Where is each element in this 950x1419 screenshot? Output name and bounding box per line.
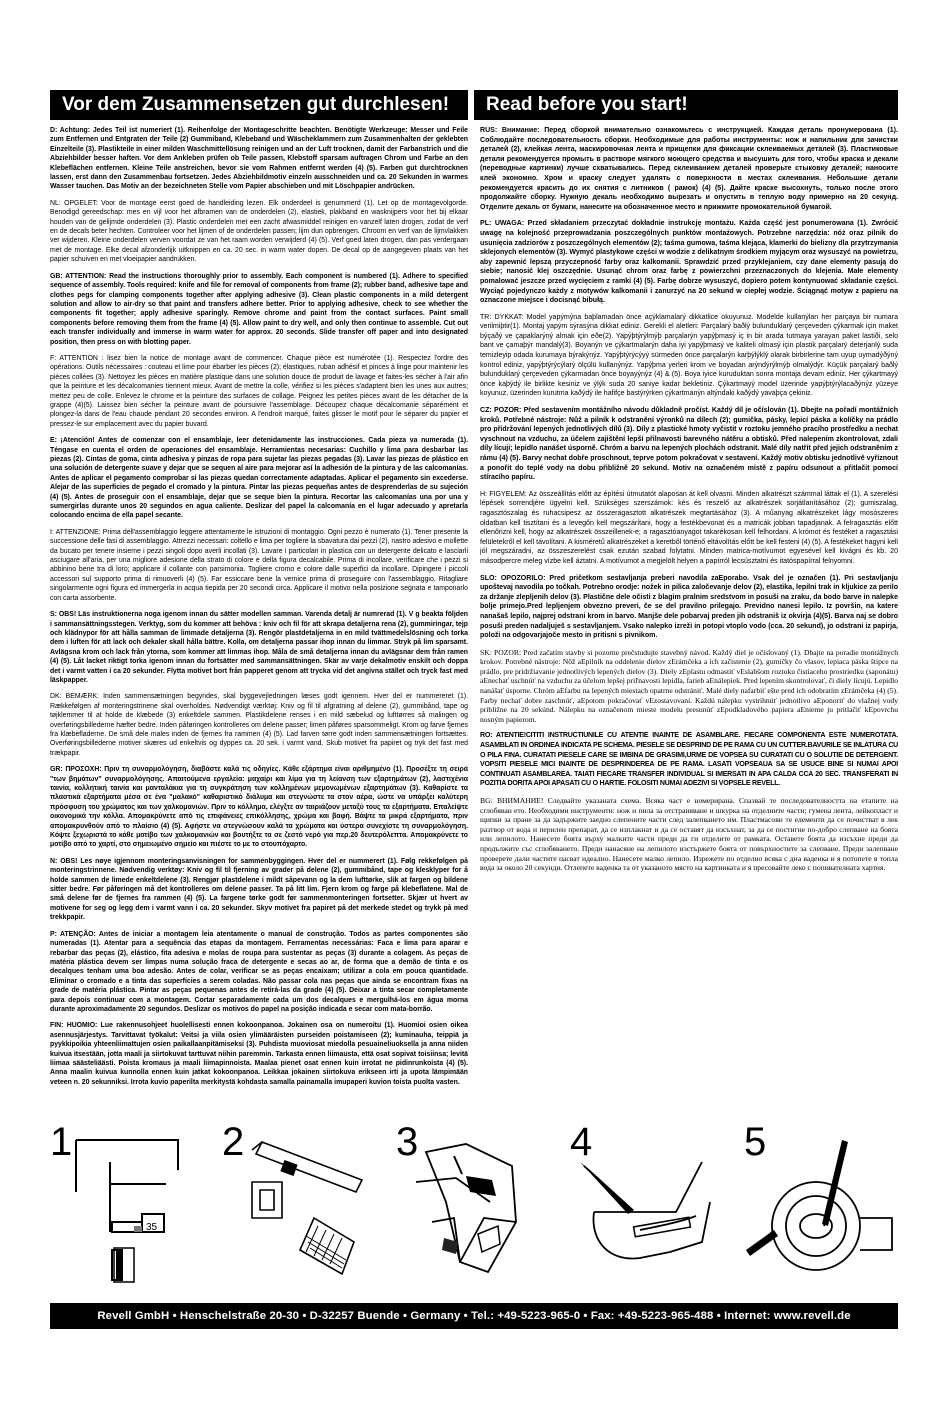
clamped-parts-icon xyxy=(396,1122,546,1292)
step-number: 3 xyxy=(396,1120,419,1164)
instruction-paragraph-gr: GR: ΠΡΟΣΟΧΗ: Πριν τη συναρμολόγηση, διαβάστε καλά τις οδηγίες. Κάθε εξάρτημα είναι αριθμημένο (1). Προσέξτε τη σειρά "των βημάτων" συναρμολόγησης. Απαιτούμενα εργαλεία: μαχαίρι και λίμα για τη λείανση των εξαρτημάτων (2), λαστιχένια ταινία, κολλητική ταινία και μανταλάκια για τη συγκράτηση των κολλημένων μεμονωμένων εξαρτημάτων (3). Καθαρίστε τα πλαστικά εξαρτήματα μέσα σε ένα "μαλακό" καθαριστικό διάλυμα και στεγνώστε τα στον αέρα, ώστε να υπάρξει καλύτερη πρόσφυση του χρώματος και των χαλκομανιών. Πριν το κόλλημα, ελέγξτε αν ταιριάζουν μεταξύ τους τα εξαρτήματα. Επαλείψτε οικονομικά την κόλλα. Απομακρύνετε από τις επιφάνειες επικόλλησης, χρώμα και βαφή. Βάψτε τα μικρά εξαρτήματα, πριν απομακρυνθούν από το πλαίσιο (4) (5). Αφήστε να στεγνώσουν καλά τα χρώματα και ύστερα συνεχίστε τη συναρμολόγηση. Κόψτε ξεχωριστά το κάθε μοτίβο των χαλκομανιών και βουτήξτε τα σε ζεστό νερό για περ.20 δευτερόλεπτα. Απομακρύνετε το μοτίβο από το χαρτί, στο σημειωμένο σημείο και πιέστε το με το στουπόχαρτο. xyxy=(50,766,468,849)
instruction-paragraph-ro: RO: ATENTIE!CITITI INSTRUCTIUNILE CU ATENTIE INAINTE DE ASAMBLARE. FIECARE COMPONENTA ESTE NUMEROTATA. ASAMBLATI IN ORDINEA INDICATA PE SCHEMA. PIESELE SE DESPRIND DE PE RAMA CU UN CUTTER.BAVURILE SE INLATURA CU O PILA FINA. CURATATI PIESELE CARE SE IMBINA DE GRASIMI,URME DE VOPSEA SU CURATATI CU O SOLUTIE DE DETERGENT. VOPSITI PIESELE MICI INAINTE DE DESPRINDEREA DE PE RAMA. LASATI VOPSEAUA SA SE USUCE BINE SI NUMAI APOI CONTINUATI ASAMBLAREA. TAIATI FIECARE TRANSFER INDIVIDUAL SI IMERSATI IN APA CALDA CCA 20 SEC. TRANSFERATI IN POZITIA DORITA APOI APASATI CU O HARTIE. FOLOSITI NUMAI ADEZIVI SI VOPSELE REVELL. xyxy=(480,732,898,788)
step-2 xyxy=(222,1122,372,1292)
sprue-frame-icon xyxy=(50,1122,200,1292)
paint-brush-icon xyxy=(570,1122,720,1292)
instruction-paragraph-tr: TR: DYKKAT: Model yapýmýna baþlamadan önce açýklamalarý dikkatlice okuyunuz. Modelde kullanýlan her parçaya bir numara verilmiþtir(1). Montaj yapým sýrasýna dikkat ediniz. Gerekli el aletleri: Parçalarý baðlý bulunduklarý çerçeveden çýkarmak için maket býçaðý ve çapaklarýný almak için eðe(2). Yapýþtýrýlmýþ parçalarýn yapýþmasý iç in bir arada tutmaya yarayan paket lastiði, selo bant ve çamaþýr mandalý(3). Boyanýn ve çýkartmalarýn daha iyi yapýþmasý ve kaliteli olmasý için plastik parçalarý deterjanlý suda temizleyip odada kurumaya býrakýnýz. Yapýþtýrýcýyý sürmeden önce parçalarýn karþýlýklý olarak birbirlerine tam uyup uymadýðýný kontrol ediniz, yapýþtýrýcýlarý ölçülü kullanýnýz. Yapýþma yerleri krom ve boyadan arýndýrýlmýþ olmalýdýr. Küçük parçalarý baðlý bulunduklarý çerçeveden çýkarmadan önce boyayýnýz (4) & (5). Boya iyice kuruduktan sonra montaja devam ediniz. Her çýkartmayý önce kaþýdý ile birlikte kesiniz ve ýlýk suda 20 saniye kadar bekletiniz. Çýkartmayý model üzerinde yapýþtýrýlacaðýnýz yüzeye koyunuz, üzerinden kurutma kaðýdý ile hafifçe bastýrýrken çýkartmanýn altýndaki kaðýdý yavaþça çekiniz. xyxy=(480,313,898,398)
decal-application-icon xyxy=(744,1122,898,1292)
svg-text:35: 35 xyxy=(146,1222,158,1233)
instruction-paragraph-pt: P: ATENÇÃO: Antes de iniciar a montagem leia atentamente o manual de construção. Todos as partes componentes são numeradas (1). Atentar para a sequência das etapas da montagem. Ferramentas necessárias: Faca e lima para aparar e rebarbar das peças (2), elástico, fita adesiva e molas de roupa para sustentar as peças (3) durante a colagem. As peças de matéria plástica devem ser limpas numa solução fraca de detergente e secas ao ar, de forma que a demão de tinta e os decalques tenham uma boa adesão. Antes de colar, verificar se as peças encaixam; utilizar a cola em pouca quantidade. Eliminar o cromado e a tinta das superfícies a serem coladas. Não passar cola nas peças que ainda se encontram fixas na grade de matéria plástica. Pintar as peças pequenas antes de retirá-las da grade (4) (5). Deixar a tinta secar completamente para depois continuar com a montagem. Cortar separadamente cada um dos decalques e mergulhá-los em água morna durante aproximadamente 20 segundos. Deslizar os motivos do papel na posição indicada e secar com mata-borrão. xyxy=(50,930,468,1013)
instruction-paragraph-slo: SLO: OPOZORILO: Pred pričetkom sestavljanja preberi navodila zaEporabo. Vsak del je označen (1). Pri sestavljanju upoštevaj navodila po točkah. Potrebno orodje: nožek in pilica zaločevanje delov (2), elastika, lepilni trak in kljukice za perilo za držanje zlepljenih delov (3). Plastične dele očisti z blagim pralnim sredstvom in posuši na zraku, da bodo barve in nalepke bolje primejo.Pred lepljenjem obvezno preveri, če se del pravilno prilegajo. Previdno nanesi lepilo. Iz površin, na katere nanašaš lepilo, najprej odstrani krom in barvo. Manjše dele pobarvaj preden jih odstraniš iz okvirja (4)(5). Barva naj se dobro posuši preden nadaljuješ s sestavljanjem. Vsako nalepko izreži in potopi vtoplo vodo (cca. 20 sekund), jo odstrani iz papirja, položi na odgovarjajoče mesto in pritisni s pivnikom. xyxy=(480,574,898,640)
instruction-paragraph-hu: H: FIGYELEM: Az összeállítás előtt az építési útmutatót alaposan át kell olvasni. Minden alkatrészt számmal láttak el (1). A szerelési lépések sorrendjére ügyelni kell. Szükséges szerszámok: kés és reszelő az alkatrészek sorjátlanításához (2); gumiszalag, ragasztószalag és ruhacsipesz az összeragasztott alkatrészek megtartásához (3). A műanyag alkatrészeket lágy mosószeres oldatban kell tisztítani és a levegőn kell megszárítani, hogy a festékbevonat és a matricák jobban tapadjanak. A felragasztás előtt ellenőrizni kell, hogy az alkatrészek összeillenek-e; a ragasztóanyagot takarékosan kell felhordani. A krómot és festéket a ragasztási felületekről el kell távolítani. A kisméretű alkatrészeket a keretből történő eltávolítás előtt be kell festeni (4) (5). A festékeket hagyni kell jól megszáradni, az összeszerelést csak ezután szabad folytatni. Minden matrica-motívumot egyesével kell kivágni és kb. 20 másodpercre meleg vízbe kell áztatni. A motívumot a megjelölt helyen a papírról lecsúsztatni és itatóspapírral felnyomni. xyxy=(480,490,898,565)
instruction-paragraph-ru: RUS: Внимание: Перед сборкой внимательно ознакомьтесь с инструкцией. Каждая деталь пронумерована (1). Соблюдайте последовательность сборки. Необходимые для работы инструменты: нож и напильник для зачистки деталей (2), клейкая лента, маскировочная лента и прищепки для фиксации склеиваемых деталей (3). Пластиковые детали рекомендуется промыть в растворе мягкого моющего средства и высушить для того, чтобы краска и декали (переводные картинки) лучше схватывались. Перед склеиванием деталей проверьте стыковку деталей; наносите клей экономно. Хром и краску следует удалять с поверхности в местах склеивания. Небольшие детали рекомендуется красить до их снятия с литников ( рамок) (4) (5). Дайте краске высохнуть, только после этого продолжайте сборку. Нужную декаль необходимо вырезать и опустить в теплую воду примерно на 20 секунд. Отделите декаль от бумаги, нанесите на обозначенное место и прижмите промокательной бумагой. xyxy=(480,127,898,211)
instruction-paragraph-se: S: OBS! Läs instruktionerna noga igenom innan du sätter modellen samman. Varenda detalj är numrerad (1). V g beakta följden i sammansättningsstegen. Verktyg, som du kommer att behöva : kniv och fil för att skrapa detaljerna rena (2), gummiringar, tejp och klädnypor för att hålla samman de limmade detaljerna (3). Rengör plastdetaljerna in en mild tvättmedelslösning och torka dem i luften för att lack och dekaler skall hålla bättre. Kolla, om detaljerna passar ihop innan du limmar. Stryk på lim sparsamt. Avlägsna krom och lack från ytorna, som kommer att limmas ihop. Måla de små detaljerna innan du avlägsnar dem från ramen (4) (5). Låt lacket riktigt torka igenom innan du fortsätter med sammansättningen. Skär av varje dekalmotiv enskilt och doppa det i varmt vatten i ca 20 sekunder. Flytta motivet bort från papperet genom att trycka vid det angivna stället och tryck fast med läskpapper. xyxy=(50,611,468,684)
assembly-steps-illustrations xyxy=(50,1122,898,1296)
instructions-left-column xyxy=(50,126,468,1094)
step-number: 2 xyxy=(222,1120,245,1164)
step-3 xyxy=(396,1122,546,1292)
instruction-paragraph-cz: CZ: POZOR: Před sestavením montážního návodu důkladně pročíst. Každý díl je očíslován (1). Dbejte na pořadí montážních kroků. Potřebné nástroje: Nůž a pilník k odstranění výronků na dílech (2); gumička, pásky, lepicí páska a kolíčky na prádlo pro přidržování lepených jednotlivých dílů (3). Díly z plastické hmoty vyčistit v roztoku jemného pracího prostředku a nechat vyschnout na vzduchu, za účelem zajištění lepší přilnavosti barevného nátěru a obtisků. Před nalepením zkontrolovat, zdali díly lícují; lepidlo nanášet úsporně. Chróm a barvu na lepených plochách odstranit. Malé díly natřít před jejich odstraněním z rámu (4) (5). Barvy nechat dobře proschnout, teprve potom pokračovat v sestavení. Každý motiv obtisku jednotlivě vyříznout a ponořit do teplé vody na dobu přibližně 20 sekund. Motiv na označeném místě z papíru odsunout a přitlačit pomocí stíracího papíru. xyxy=(480,407,898,482)
step-number: 4 xyxy=(570,1120,593,1164)
instruction-paragraph-es: E: ¡Atención! Antes de comenzar con el ensamblaje, leer detenidamente las instrucciones. Cada pieza va numerada (1). Téngase en cuenta el orden de operaciones del ensamblaje. Herramientas necesarias: Cuchillo y lima para desbarbar las piezas (2). Cintas de goma, cinta adhesiva y pinzas de ropa para sujetar las piezas pegadas (3). Lavar las piezas de plástico en una solución de detergente suave y dejar que se sequen al aire para mejorar así la adhesión de la pintura y de las calcomanías. Antes de aplicar el pegamento comprobar si las piezas quedan correctamente adaptadas. Aplicar el pegamento sin excederse. Alejar de las superficies de pegado el cromado y la pintura. Pintar las piezas pequeñas antes de desprenderlas de su sujeción (4) (5). Antes de proseguir con el ensamblaje, dejar que se seque bien la pintura. Recortar las calcomanías una por una y sumergirlas durante unos 20 segundos en agua caliente. Deslizar del papel la calcomanía en el lugar adecuado y apretarla colocando encima de ella papel secante. xyxy=(50,437,468,520)
file-and-knife-icon xyxy=(222,1122,372,1292)
instruction-paragraph-dk: DK: BEMÆRK: Inden sammensætningen begyndes, skal byggevejledningen læses godt igennem. Hver del er nummereret (1). Rækkefølgen af monteringstrinene skal overholdes. Nødvendigt værktøj: Kniv og fil til afgratning af delene (2), gummibånd, tape og tøjklemmer til at holde de klæbede (3) enkeltdele sammen. Plastikdelene renses i en mild sæbelud og lufttørres så malingen og overføringsbillederne hæfter bedre. Inden påføringen kontrolleres om delene passer; limen påføres sparsommeligt. Krom og farve fjernes fra klæbefladerne. De små dele males inden de fjernes fra rammen (4) (5). Lad farven tørre godt inden sammensætningen fortsættes. Overføringsbillederne motiver skæres ud enkeltvis og dyppes ca. 20 sek. i varmt vand. Skub motivet fra papiret og tryk det fast med trækpapir. xyxy=(50,693,468,757)
instruction-paragraph-pl: PL: UWAGA: Przed składaniem przeczytać dokładnie instrukcję montażu. Każda część jest ponumerowana (1). Zwrócić uwagę na kolejność przeprowadzania poszczególnych punktów montażowych. Potrzebne narzędzia: nóż oraz pilnik do usunięcia zadziorów z poszczególnych elementów (2); taśma gumowa, taśma klejąca, klamerki do bielizny dla przytrzymania sklejonych elementów (3). Wymyć plastykowe części w wodzie z delikatnym środkiem myjącym oraz wysuszyć na powietrzu, aby zapewnić lepszą przyczepność farby oraz kalkomanii. Sprawdzić przed przyklejaniem, czy dane elementy pasują do siebie; nanosić klej oszczędnie. Usunąć chrom oraz farbę z powierzchni przeznaczonych do klejenia. Małe elementy pomalować jeszcze przed wycięciem z ramki (4) (5). Farbę dobrze wysuszyć, dopiero potem kontynuować składanie części. Wyciąć pojedynczo każdy z motywów kalkomanii i zanurzyć na 20 sekund w ciepłej wodzie. Ściągnąć motyw z papieru na oznaczone miejsce i docisnąć bibułą. xyxy=(480,220,898,305)
header-right-title: Read before you start! xyxy=(474,90,898,120)
instruction-paragraph-de: D: Achtung: Jedes Teil ist numeriert (1). Reihenfolge der Montageschritte beachten. Benötigte Werkzeuge: Messer und Feile zum Entfernen und Entgraten der Teile (2) Gummiband, Klebeband und Wäscheklammern zum Zusammenhalten der geklebten Einzelteile (3). Plastikteile in einer milden Waschmittellösung reinigen und an der Luft trocknen, damit der Farbanstrich und die Abziehbilder besser haften. Vor dem Ankleben prüfen ob Teile passen, Klebstoff sparsam auftragen Chrom und Farbe an den Klebeflächen entfernen. Kleine Teile anstreichen, bevor sie vom Rahmen entfernt werden (4) (5). Farben gut durchtrocknen lassen, erst dann den Zusammenbau fortsetzen. Jedes Abziehbildmotiv einzeln ausschneiden und ca. 20 Sekunden in warmes Wasser tauchen. Das Motiv an der bezeichneten Stelle vom Papier abschieben und mit Löschpapier andrücken. xyxy=(50,127,468,191)
instructions-right-column xyxy=(480,126,898,880)
step-5 xyxy=(744,1122,894,1292)
instruction-paragraph-nl: NL: OPGELET: Voor de montage eerst goed de handleiding lezen. Elk onderdeel is genummerd (1). Let op de montagevolgorde. Benodigd gereedschap: mes en vijl voor het afbramen van de onderdelen (2), elastiek, plakband en wasknijpers voor het bij elkaar houden van de gelijmde onderdelen (3). Plastic onderdelen met een zacht afwasmiddel reinigen en vanzelf laten drogen, zodat de verf en de decals beter hechten. Controleer voor het lijmen of de onderdelen passen; lijm dun opbrengen. Chroom en verf van de lijmvlakken ver wijderen. Kleine onderdelen verven voordat ze van het raam worden verwijderd (4) (5). Verf goed laten drogen, dan pas verdergaan met de montage. Elke decal afzonderlijk uitknippen en ca. 20 sec. in warm water dopen. De decal op de aangegeven plaats van het papier schuiven en met vloeipapier aandrukken. xyxy=(50,199,468,264)
instruction-paragraph-fr: F: ATTENTION : lisez bien la notice de montage avant de commencer. Chaque pièce est numérotée (1). Respectez l'ordre des opérations. Outils nécessaires : couteau et lime pour ébarber les pièces (2); élastiques, ruban adhésif et pinces à linge pour maintenir les pièces collées (3). Nettoyez les pièces en matière plastique dans une solution douce de produit de lavage et faites-les sécher à l'air afin que la peinture et les décalcomanies tiennent mieux. Avant de mettre la colle, vérifiez si les pièces s'adaptent bien les unes aux autres; mettez peu de colle. Enlevez le chrome et la peinture des surfaces de collage. Peignez les petites pièces avant de les détacher de la grappe (4)(5). Laissez bien sécher la peinture avant de poursuivre l'assemblage. Découpez chaque décalcomanie séparément et plongez-la dans de l'eau chaude pendant 20 secondes environ. A l'endroit marqué, faites glisser le motif pour le séparer du papier et pressez-le sur emplacement avec du papier buvard. xyxy=(50,354,468,428)
step-number: 1 xyxy=(50,1120,73,1164)
instruction-paragraph-fi: FIN: HUOMIO: Lue rakennusohjeet huolellisesti ennen kokoonpanoa. Jokainen osa on numeroitu (1). Huomioi osien oikea asennusjärjestys. Tarvittavat työkalut: Veitsi ja viila osien ylimääräisten purseiden poistamiseen (2); kuminauha, teippiä ja pyykkipoikia yhteenliimattujen osien paikallaanpitämiseksi (3). Puhdista muoviosat miedolla pesuaineliuoksella ja anna niiden kuivua itsestään, jotta maali ja siirtokuvat tarttuvat niihin paremmin. Tarkasta ennen liimausta, että osat sopivat toisiinsa; levitä liimaa säästeliäästi. Poista kromaus ja maali liimapinnoista. Maalaa pienet osat ennen kuin irrotat ne pidinrunkoista (4) (5). Anna maalin kuivua kunnolla ennen kuin jatkat kokoonpanoa. Leikkaa jokainen siirtokuva erikseen irti ja upota lämpimään veteen n. 20 sekunniksi. Irrota kuvio paperilta merkitystä kohdasta samalla painamalla imupaperi kuvion toista puolta vasten. xyxy=(50,1022,468,1086)
step-number: 5 xyxy=(744,1120,767,1164)
header-left-title: Vor dem Zusammensetzen gut durchlesen! xyxy=(50,90,468,120)
instruction-paragraph-bg: BG: ВНИМАНИЕ! Следвайте указаната схема. Всяка част е номерирана. Спазвай те последователността на етапите на сглобяван ето. Необходими инструменти: нож и пила за отстраняване и шкурка на отделните части; гумена лента, лейкопласт и щипки за пране за да задържите заедно слепените части след залепването им. Пластмасови те елементи да се почистват в лек разтвор от вода и перилен препарат, да се изплакнат и да се оставят да изсъхнат, за да се постигне по-добро слепване на боята или лепилото. Нанесете боята върху малките части преди да ги отделите от рамката. Оставете боята да изсъхне преди да продължите със сглобяването. Преди нанасяне на лепилото изстържете боята от повърхностите за слепване. Преди залепване проверете дали частите пасват идеално. Нанесете малко лепило. Изрежете по отделно всяка с дна ваденка и я потопете в топла вода за около 20 секунди. Отлепете ваденка та от указаното място на картинката и я пресовайте леко с попивателната хартия. xyxy=(480,796,898,873)
instruction-paragraph-sk: SK: POZOR: Pred začatím stavby si pozorne prečstudujte stavebný návod. Každý diel je očíslovaný (1). Dbajte na poradie montážnych krokov. Potrebné nástroje: Nôž aEpilník na oddelenie dielov zErámčeka a ich začistenie (2), gumičky čo vlasov, lepiaca páska štipce na prádlo, pre pridržiavanie jednotlivých lepených dielov (3). Diely zEplastu odmastiť vEslabšom roztoku čistiaceho prostriedku (saponátu) aEnechať uschnúť na vzduchu za účelom lepšej priľnavosti lepidla, farieb aEnálepiek. Pred lepením skontrolovať, či diely lícujú. Lepidlo nanášať úsporne. Chróm aEfarbu na lepených miestach opatrne odstrániť. Malé diely nafarbiť ešte pred ich odobratím zErámčeka (4) (5). Farby nechať dobre zaschnúť, aEpotom pokračovať vEzostavovaní. Každú nálepku vystrihnúť jednotlivo aEponoriť do vlažnej vody približne na 20 sekúnd. Nálepku na označenom mieste modelu presunúť zEpodkladového papiera aEnieme ju pritlačiť kEpovrchu nosným papierom. xyxy=(480,647,898,724)
instruction-paragraph-gb: GB: ATTENTION: Read the instructions thoroughly prior to assembly. Each component is numbered (1). Adhere to specified sequence of assembly. Tools required: knife and file for removal of components from frame (2); rubber band, adhesive tape and clothes pegs for clamping components together after applying adhesive (3). Clean plastic components in a mild detergent solution and allow to air-dry so that paint and transfers adhere better. Prior to applying adhesive, check to see whether the components fit together; apply adhesive sparingly. Remove chrome and paint from the contact surfaces. Paint small components before removing them from the frame (4) (5). Allow paint to dry well, and only then continue to assemble. Cut out each transfer individually and immerse in warm water for approx. 20 seconds. Slide transfer off paper and into designated position, then press on with blotting paper. xyxy=(50,272,468,346)
footer-contact-bar: Revell GmbH • Henschelstraße 20-30 • D-32257 Buende • Germany • Tel.: +49-5223-965-0 • Fax: +49-5223-965-488 • Internet: www.revell.de xyxy=(50,1303,898,1329)
instruction-paragraph-no: N: OBS! Les nøye igjennom monteringsanvisningen for sammenbyggingen. Hver del er nummerert (1). Følg rekkefølgen på monteringstrinnene. Nødvendig verktøy: Kniv og fil til fjerning av grader på delene (2), gummibånd, tape og klesklyper for å holde sammen de limede enkeltdelene (3). Rengjør plastdelene i mildt såpevann og la dem lufttørke, slik at fargen og bildene sitter bedre. Før påføringen må det kontrolleres om delene passer. Ta på litt lim. Fjern krom og farge på klebeflatene. Mal de små delene før de fjernes fra rammen (4) (5). La fargene tørke godt før sammenmonteringen fortsetter. Skjær ut hvert av motivene for seg og legg dem i varmt vann i ca. 20 sekunder. Skyv motivet fra papiret på det merkede stedet og trykk på med trekkpapir. xyxy=(50,857,468,922)
step-4 xyxy=(570,1122,720,1292)
instruction-paragraph-it: I: ATTENZIONE: Prima dell'assemblaggio leggere attentamente le istruzioni di montaggio. Ogni pezzo è numerato (1). Tener presente la successione delle fasi di assemblaggio. Attrezzi necessari: coltello e lima per togliere la sbavatura dai pezzi (2), nastro adesivo e mollette da bucato per tenere insieme i pezzi singoli dopo averli incollati (3). Lavare i particolari in plastica con un detergente delicato e lasciarli asciugare all'aria, per una migliore adesione della strato di colore e della figura decalcabile. Prima di incollare, verificare che i pezzi si abbinino bene tra di loro; applicare il collante con parsimonia. Togliere cromo e colore dalle superfici da incollare. Dipingere i piccoli accessori sul supporto prima di rimuoverli (4) (5). Far essiccare bene la vernice prima di proseguire con l'assemblaggio. Ritagliare singolarmente ogni figura ed immergerla in acqua tiepida per 20 secondi circa. Applicare il motivo nella posizione segnata e tamponarlo con carta assorbente. xyxy=(50,528,468,602)
step-1 xyxy=(50,1122,200,1292)
